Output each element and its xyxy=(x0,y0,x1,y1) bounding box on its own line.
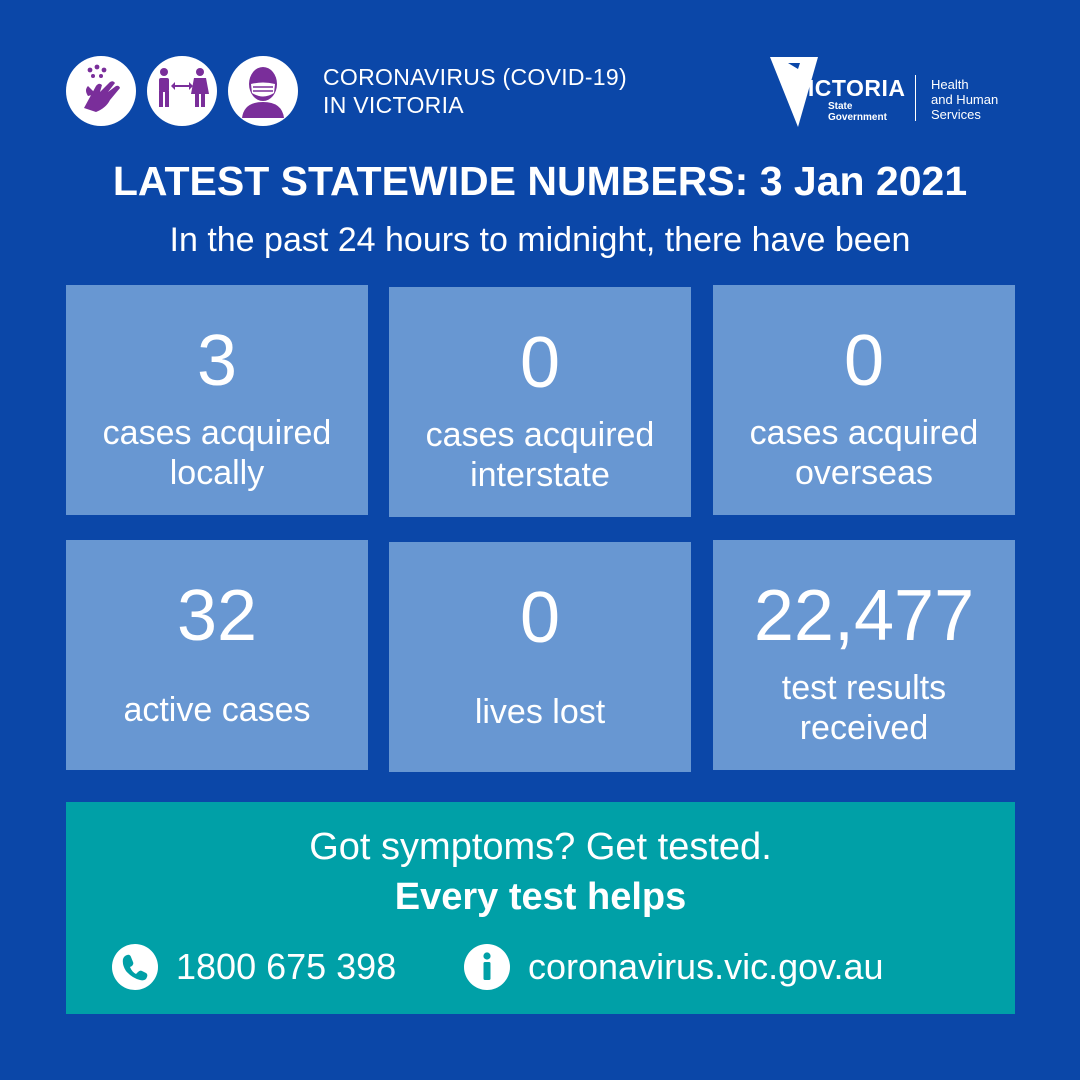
phone-icon xyxy=(112,944,158,990)
hand-washing-icon xyxy=(66,56,136,126)
stat-tile-interstate-cases xyxy=(389,287,691,517)
header xyxy=(0,0,1080,150)
stat-label: cases acquired locally xyxy=(102,414,332,492)
victoria-government-logo xyxy=(768,55,1028,135)
website-link[interactable]: coronavirus.vic.gov.au xyxy=(528,946,884,987)
stat-value: 32 xyxy=(176,576,258,656)
social-distancing-icon xyxy=(147,56,217,126)
stat-label: lives lost xyxy=(474,693,606,731)
stat-value: 3 xyxy=(196,321,238,401)
campaign-title xyxy=(323,63,703,119)
campaign-title-line2: IN VICTORIA xyxy=(323,92,464,118)
stat-label: cases acquired overseas xyxy=(749,414,979,492)
state-government-label: State Government xyxy=(828,101,887,123)
subheadline: In the past 24 hours to midnight, there have been xyxy=(169,221,911,259)
campaign-title-line1: CORONAVIRUS (COVID-19) xyxy=(323,64,627,90)
stat-tile-local-cases xyxy=(66,285,368,515)
stat-value: 22,477 xyxy=(753,576,975,656)
stat-tile-active-cases xyxy=(66,540,368,770)
info-icon xyxy=(464,944,510,990)
stat-label: active cases xyxy=(123,691,311,729)
stat-value: 0 xyxy=(519,323,561,403)
stat-tile-overseas-cases xyxy=(713,285,1015,515)
headline: LATEST STATEWIDE NUMBERS: 3 Jan 2021 xyxy=(112,158,968,204)
department-name: Health and Human Services xyxy=(931,77,999,122)
face-mask-icon xyxy=(228,56,298,126)
logo-divider xyxy=(915,75,916,121)
cta-slogan: Every test helps xyxy=(394,876,687,918)
get-tested-banner xyxy=(66,802,1015,1014)
stat-label: cases acquired interstate xyxy=(425,416,655,494)
cta-message: Got symptoms? Get tested. xyxy=(309,826,772,868)
stat-tile-test-results xyxy=(713,540,1015,770)
stat-value: 0 xyxy=(519,578,561,658)
stat-tile-lives-lost xyxy=(389,542,691,772)
stat-value: 0 xyxy=(843,321,885,401)
hotline-number[interactable]: 1800 675 398 xyxy=(176,946,397,987)
stat-label: test results received xyxy=(781,669,947,747)
victoria-wordmark: VICTORIA xyxy=(792,75,906,101)
